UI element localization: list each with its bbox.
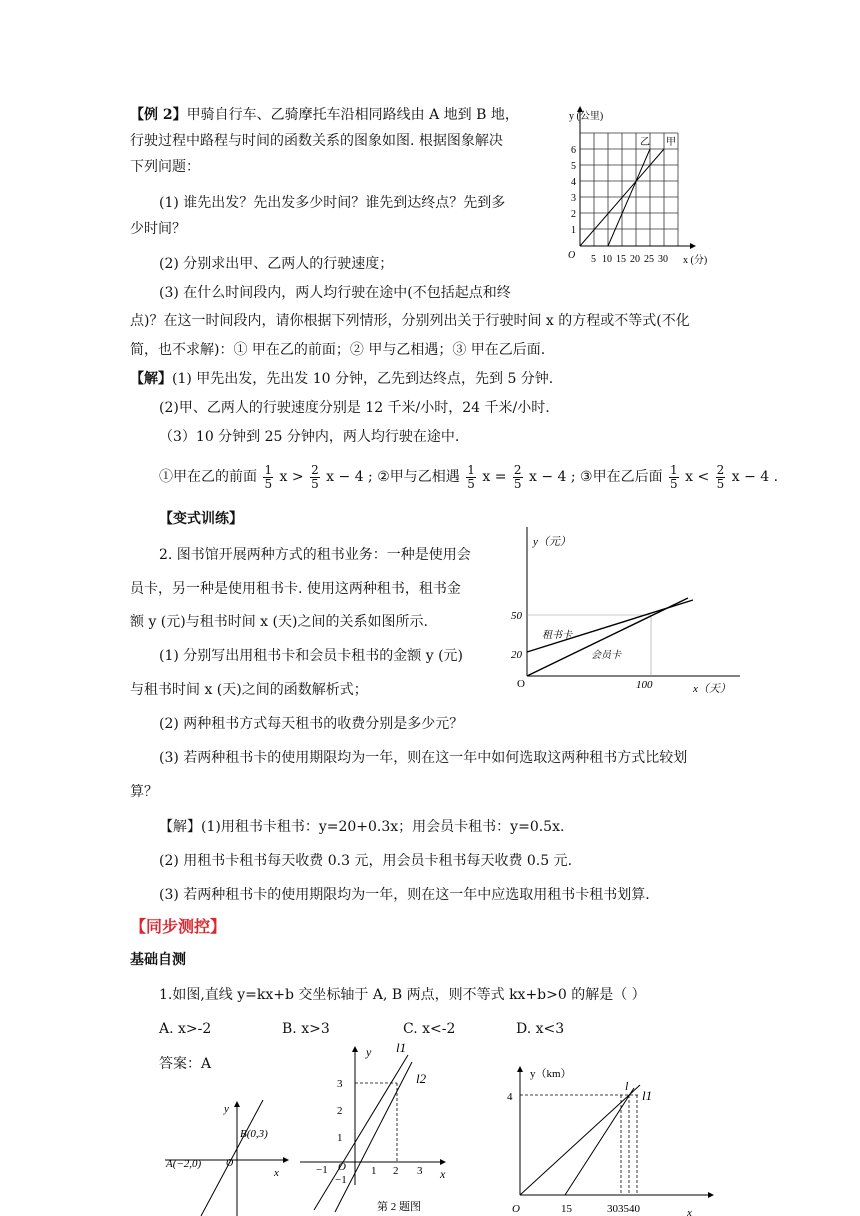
variant-title: 【变式训练】 bbox=[159, 511, 243, 527]
x-label: x bbox=[687, 1207, 692, 1216]
y-label: y bbox=[224, 1103, 229, 1115]
fraction-denominator: 5 bbox=[467, 476, 475, 491]
y-axis-label: y (公里) bbox=[569, 111, 604, 122]
variant-p1: 2. 图书馆开展两种方式的租书业务：一种是使用会 bbox=[159, 547, 471, 563]
option-c[interactable]: C. x<-2 bbox=[403, 1021, 456, 1037]
rental-cost-graph bbox=[505, 525, 745, 700]
option-a[interactable]: A. x>-2 bbox=[159, 1021, 212, 1037]
fraction-1-5 bbox=[466, 464, 476, 491]
example2-q1a: (1) 谁先出发？先出发多少时间？谁先到达终点？先到多 bbox=[159, 195, 506, 211]
figure-q1 bbox=[165, 1095, 295, 1216]
figure-caption: 第 2 题图 bbox=[377, 1201, 421, 1213]
fraction-denominator: 5 bbox=[311, 476, 319, 491]
option-d[interactable]: D. x<3 bbox=[516, 1021, 565, 1037]
question-1: 1.如图,直线 y=kx+b 交坐标轴于 A, B 两点，则不等式 kx+b>0 的解是（ ） bbox=[159, 987, 646, 1003]
fraction-numerator: 1 bbox=[264, 462, 273, 477]
l1-label: l1 bbox=[396, 1040, 407, 1055]
fraction-denominator: 5 bbox=[716, 476, 725, 491]
label-jia: 甲 bbox=[666, 137, 676, 148]
fraction-denominator: 5 bbox=[264, 476, 273, 491]
example2-solution-1 bbox=[130, 370, 553, 388]
xtick-15: 15 bbox=[616, 254, 626, 265]
x-axis-arrow bbox=[440, 1159, 446, 1165]
l2-label: l2 bbox=[416, 1071, 427, 1086]
sol4-eq: x = bbox=[482, 469, 507, 485]
variant-sol2: (2) 用租书卡租书每天收费 0.3 元，用会员卡租书每天收费 0.5 元. bbox=[159, 853, 573, 869]
xtick-neg1: −1 bbox=[316, 1164, 328, 1176]
y-axis-label: y（元） bbox=[533, 536, 571, 548]
xtick-1: 1 bbox=[371, 1165, 377, 1177]
label-yi: 乙 bbox=[640, 137, 650, 148]
ytick-20: 20 bbox=[511, 649, 522, 661]
xtick-15: 15 bbox=[561, 1203, 572, 1215]
xtick-25: 25 bbox=[644, 254, 654, 265]
y-axis-arrow bbox=[352, 1046, 358, 1052]
xtick-100: 100 bbox=[636, 679, 653, 691]
fraction-numerator: 2 bbox=[513, 462, 522, 477]
example2-line1: 甲骑自行车、乙骑摩托车沿相同路线由 A 地到 B 地， bbox=[186, 107, 519, 123]
sol4-meet-label: ②甲与乙相遇 bbox=[377, 469, 460, 485]
point-b: B(0,3) bbox=[240, 1128, 268, 1140]
example2-line3: 下列问题： bbox=[130, 159, 200, 175]
example2-q3a: (3) 在什么时间段内，两人均行驶在途中(不包括起点和终 bbox=[159, 285, 511, 301]
fraction-numerator: 2 bbox=[311, 462, 319, 477]
fraction-denominator: 5 bbox=[670, 476, 678, 491]
sol4-rhs-2: x − 4 ; bbox=[528, 469, 576, 485]
x-axis-arrow bbox=[708, 1192, 714, 1198]
xtick-20: 20 bbox=[630, 254, 640, 265]
l2-label: l bbox=[625, 1079, 629, 1093]
fraction-denominator: 5 bbox=[513, 476, 522, 491]
ytick-neg1: −1 bbox=[335, 1174, 347, 1186]
option-b[interactable]: B. x>3 bbox=[282, 1021, 330, 1037]
example2-solution-2: (2)甲、乙两人的行驶速度分别是 12 千米/小时，24 千米/小时. bbox=[159, 400, 550, 416]
example2-q2: (2) 分别求出甲、乙两人的行驶速度； bbox=[159, 256, 394, 272]
solution-title: 【解】 bbox=[130, 371, 172, 387]
line-l2 bbox=[565, 1088, 634, 1195]
ytick-3: 3 bbox=[337, 1078, 343, 1090]
example2-q3c: 简，也不求解)：① 甲在乙的前面；② 甲与乙相遇；③ 甲在乙后面. bbox=[130, 342, 546, 358]
xtick-10: 10 bbox=[602, 254, 612, 265]
x-label: x bbox=[274, 1167, 279, 1179]
ytick-6: 6 bbox=[571, 145, 576, 156]
fraction-numerator: 2 bbox=[716, 462, 725, 477]
solution-1-text: (1) 甲先出发，先出发 10 分钟，乙先到达终点，先到 5 分钟. bbox=[172, 371, 554, 387]
origin-label: O bbox=[517, 678, 525, 690]
fraction-2-5 bbox=[513, 464, 523, 491]
variant-q1a: (1) 分别写出用租书卡和会员卡租书的金额 y (元) bbox=[159, 648, 464, 664]
variant-p3: 额 y (元)与租书时间 x (天)之间的关系如图所示. bbox=[130, 614, 428, 630]
ytick-4: 4 bbox=[571, 177, 576, 188]
example2-solution-3: （3）10 分钟到 25 分钟内，两人均行驶在途中. bbox=[159, 429, 460, 445]
answer: 答案：A bbox=[159, 1056, 212, 1072]
y-label: y bbox=[366, 1045, 372, 1059]
example2-line2: 行驶过程中路程与时间的函数关系的图象如图. 根据图象解决 bbox=[130, 133, 503, 149]
variant-p2: 员卡，另一种是使用租书卡. 使用这两种租书，租书金 bbox=[130, 581, 461, 597]
x-axis-arrow bbox=[690, 243, 696, 249]
origin-label: O bbox=[512, 1203, 520, 1215]
x-axis-label: x（天） bbox=[693, 683, 731, 695]
fraction-2-5 bbox=[716, 464, 726, 491]
origin-label: O bbox=[568, 250, 576, 261]
origin-label: O bbox=[226, 1158, 234, 1169]
figure-q3 bbox=[500, 1060, 725, 1216]
origin-label: O bbox=[338, 1161, 346, 1173]
ytick-2: 2 bbox=[337, 1105, 343, 1117]
xtick-2: 2 bbox=[393, 1165, 399, 1177]
sol4-rhs-3: x − 4 . bbox=[731, 469, 779, 485]
example2-q1b: 少时间？ bbox=[130, 221, 186, 237]
x-label: x bbox=[440, 1167, 446, 1181]
x-axis-label: x (分) bbox=[683, 255, 708, 266]
sol4-ineq-gt: x > bbox=[279, 469, 304, 485]
label-member-card: 会员卡 bbox=[591, 650, 621, 661]
sol4-behind-label: ③甲在乙后面 bbox=[580, 469, 663, 485]
l1-label: l1 bbox=[642, 1088, 653, 1103]
example2-text-line1 bbox=[130, 106, 519, 124]
variant-q3b: 算？ bbox=[130, 784, 158, 800]
fraction-2-5 bbox=[310, 464, 320, 491]
fraction-numerator: 1 bbox=[467, 462, 475, 477]
xtick-3: 3 bbox=[417, 1165, 423, 1177]
sol4-ineq-lt: x < bbox=[685, 469, 710, 485]
sync-subtitle: 基础自测 bbox=[130, 952, 186, 968]
sol4-rhs-1: x − 4 ; bbox=[326, 469, 373, 485]
example2-title: 【例 2】 bbox=[130, 107, 187, 123]
ytick-1: 1 bbox=[337, 1132, 343, 1144]
y-axis-label: y（km） bbox=[530, 1068, 572, 1080]
fraction-numerator: 1 bbox=[670, 462, 678, 477]
ytick-3: 3 bbox=[571, 193, 576, 204]
xtick-30-35-40: 303540 bbox=[607, 1203, 640, 1215]
line-l1 bbox=[314, 1055, 408, 1210]
fraction-1-5 bbox=[263, 464, 273, 491]
variant-sol1: 【解】(1)用租书卡租书：y=20+0.3x；用会员卡租书：y=0.5x. bbox=[159, 819, 565, 835]
variant-q1b: 与租书时间 x (天)之间的函数解析式； bbox=[130, 682, 368, 698]
example2-q3b: 点)？在这一时间段内，请你根据下列情形，分别列出关于行驶时间 x 的方程或不等式(不化 bbox=[130, 313, 690, 329]
variant-q2: (2) 两种租书方式每天租书的收费分别是多少元？ bbox=[159, 716, 464, 732]
sync-title: 【同步测控】 bbox=[130, 917, 227, 936]
variant-q3a: (3) 若两种租书卡的使用期限均为一年，则在这一年中如何选取这两种租书方式比较划 bbox=[159, 750, 688, 766]
xtick-5: 5 bbox=[591, 254, 596, 265]
sol4-front-label: ①甲在乙的前面 bbox=[159, 469, 257, 485]
x-axis-arrow bbox=[283, 1157, 289, 1163]
distance-time-graph bbox=[560, 100, 730, 270]
example2-solution-4 bbox=[159, 460, 778, 494]
figure-q2 bbox=[300, 1040, 465, 1216]
y-axis-arrow bbox=[517, 1066, 523, 1072]
ytick-2: 2 bbox=[571, 209, 576, 220]
y-axis-arrow bbox=[234, 1101, 240, 1107]
ytick-1: 1 bbox=[571, 225, 576, 236]
ytick-5: 5 bbox=[571, 161, 576, 172]
label-rent-card: 租书卡 bbox=[542, 630, 572, 641]
line-l1 bbox=[520, 1085, 640, 1195]
line-l2 bbox=[335, 1062, 412, 1212]
line-yi bbox=[608, 149, 650, 246]
point-a: A(−2,0) bbox=[166, 1158, 202, 1170]
ytick-4: 4 bbox=[507, 1091, 513, 1103]
xtick-30: 30 bbox=[658, 254, 668, 265]
fraction-1-5 bbox=[669, 464, 679, 491]
ytick-50: 50 bbox=[511, 610, 522, 622]
variant-sol3: (3) 若两种租书卡的使用期限均为一年，则在这一年中应选取用租书卡租书划算. bbox=[159, 887, 650, 903]
